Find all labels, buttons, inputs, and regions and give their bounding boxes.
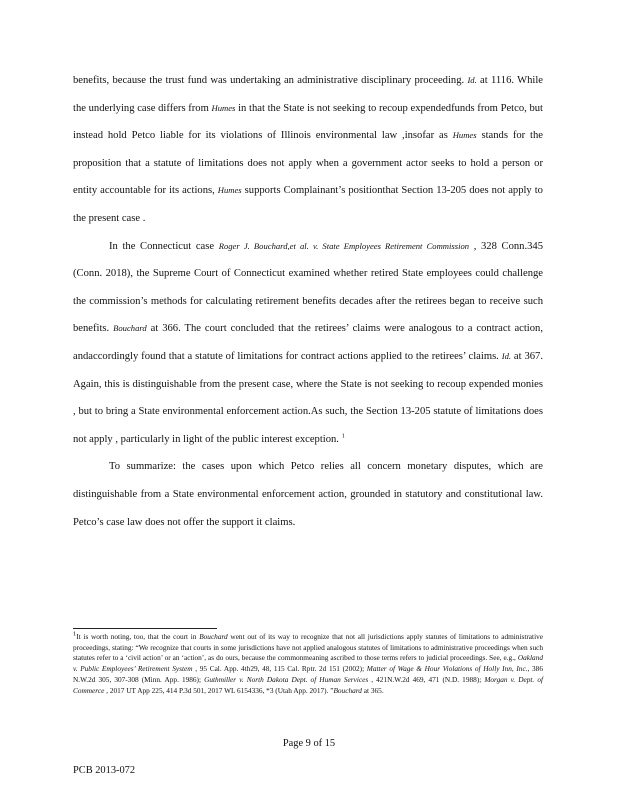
text-run: , 95 Cal. App. 4th29, 48, 115 Cal. Rptr. 2d 151 (2002); — [192, 664, 367, 674]
case-citation: Humes — [452, 130, 477, 141]
text-run: at 367. Again, this is distinguishable from the present case, where the State is not seeking to recoup expended monies , but to bring a State environmental enforcement action.As such, the Section 13-205 statute of limitations does not apply , particularly in light of the public interest exception. — [73, 350, 544, 445]
case-citation: Bouchard — [333, 685, 362, 695]
case-citation: Guthmiller v. North Dakota Dept. of Human Services — [204, 674, 369, 684]
footnote-separator — [73, 628, 217, 629]
case-citation: Bouchard — [199, 632, 228, 641]
text-run: stands for the proposition that a statute of limitations does not apply when a government actor seeks to hold a person or entity accountable for its actions, — [73, 130, 543, 197]
text-run: , 328 Conn.345 (Conn. 2018), the Supreme Court of Connecticut examined whether retired State employees could challenge the commission’s methods for calculating retirement benefits decades after the retirees began to receive such benefits. — [73, 240, 543, 335]
text-run: , 2017 UT App 225, 414 P.3d 501, 2017 WL 6154336, *3 (Utah App. 2017). ” — [104, 685, 334, 695]
case-citation: Morgan v. Dept. of Commerce — [73, 674, 543, 695]
text-run: benefits, because the trust fund was undertaking an administrative disciplinary proceeding. — [73, 75, 468, 86]
text-run: It is worth noting, too, that the court in — [76, 632, 200, 641]
case-citation: Id. — [501, 350, 512, 361]
paragraph-2 — [73, 233, 543, 454]
text-run: went out of its way to recognize that not all jurisdictions apply statutes of limitations to administrative proceedings, stating: “We recognize that courts in some jurisdictions have not applied analogous statutes of limitations to administrative proceedings when such statutes refer to a ‘civil action’ or an ‘action’, as do ours, because the commonmeaning ascribed to those terms refers to judicial proceedings. See, e.g., — [73, 632, 543, 663]
case-citation: Oakland v. Public Employees’ Retirement System — [73, 653, 543, 674]
text-run: To summarize: the cases upon which Petco relies all concern monetary disputes, which are distinguishable from a State environmental enforcement action, grounded in statutory and constitutional law. Petco’s case law does not offer the support it claims. — [73, 461, 543, 528]
footnote-marker: 1 — [73, 630, 77, 638]
text-run: at 365. — [361, 685, 384, 695]
text-run: supports Complainant’s positionthat Section 13-205 does not apply to the present case . — [73, 185, 543, 224]
case-citation: Humes — [217, 185, 242, 196]
docket-number: PCB 2013-072 — [73, 765, 136, 776]
body-text — [73, 67, 543, 536]
paragraph-1 — [73, 67, 543, 233]
case-citation: Id. — [467, 75, 477, 85]
text-run: , 386 N.W.2d 305, 307-308 (Minn. App. 1986); — [73, 664, 543, 684]
text-run: at 366. The court concluded that the retirees’ claims were analogous to a contract action, andaccordingly found that a statute of limitations for contract actions applied to the retirees’ claims. — [73, 323, 543, 362]
footnote-1 — [73, 632, 543, 696]
paragraph-3 — [73, 453, 543, 536]
page-number: Page 9 of 15 — [282, 738, 336, 749]
text-run: in that the State is not seeking to recoup expendedfunds from Petco, but instead hold Petco liable for its violations of Illinois environmental law ,insofar as — [73, 102, 543, 142]
text-run: at 1116. While the underlying case differs from — [73, 75, 543, 114]
text-run: , 421N.W.2d 469, 471 (N.D. 1988); — [368, 674, 485, 684]
case-citation: Matter of Wage & Hour Violations of Holly Inn, Inc. — [366, 664, 528, 674]
case-citation: Roger J. Bouchard,et al. v. State Employees Retirement Commission — [218, 240, 470, 251]
footnote-reference[interactable]: 1 — [341, 432, 345, 440]
case-citation: Humes — [211, 102, 236, 113]
case-citation: Bouchard — [113, 323, 147, 334]
text-run: In the Connecticut case — [109, 240, 219, 252]
